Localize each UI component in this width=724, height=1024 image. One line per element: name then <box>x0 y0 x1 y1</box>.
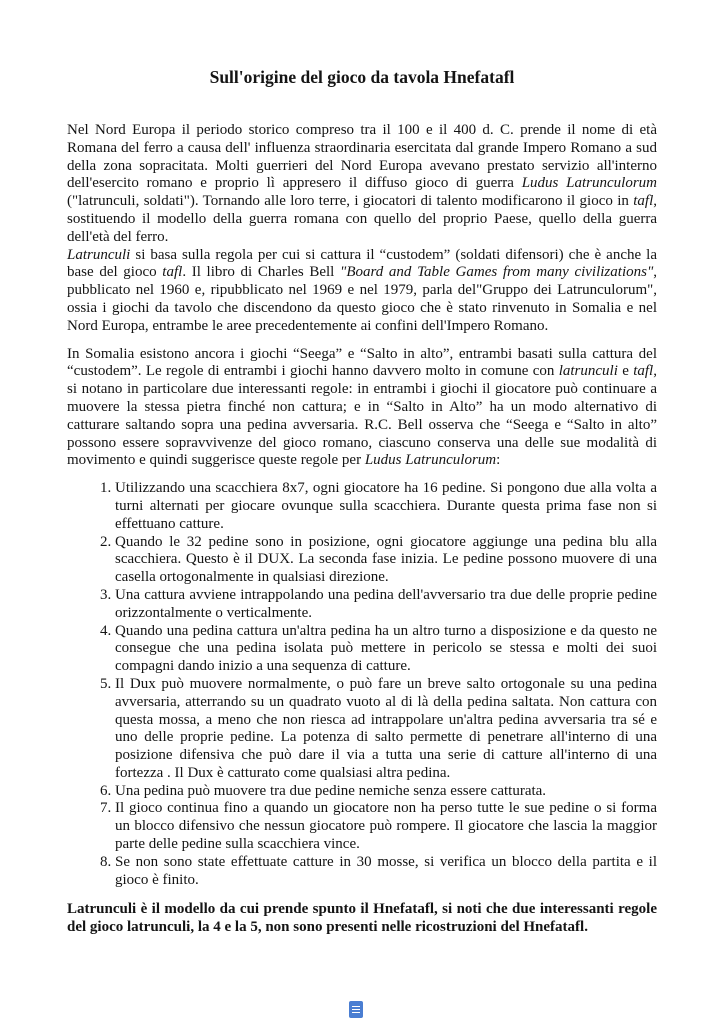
document-content <box>67 0 657 937</box>
paragraph-somalia: In Somalia esistono ancora i giochi “Seega” e “Salto in alto”, entrambi basati sulla cattura del “custodem”. Le regole di entrambi i giochi hanno davvero molto in comune con latrunculi e tafl, si notano in particolare due interessanti regole: in entrambi i giochi il giocatore può continuare a muovere la stessa pietra finché non cattura; e in “Salto in Alto” ha un modo alternativo di catturare saltando sopra una pedina avversaria. R.C. Bell osserva che “Seega e “Salto in alto” possono essere sopravvivenze del gioco romano, ciascuno conserva una delle sue modalità di movimento e quindi suggerisce queste regole per Ludus Latrunculorum: <box>67 345 657 469</box>
list-item-5: 5. Il Dux può muovere normalmente, o può fare un breve salto ortogonale su una pedina avversaria, atterrando su un quadrato vuoto al di là della pedina saltata. Non cattura con questa mossa, a meno che non riesca ad intrappolare un'altra pedina avversaria tra sé e uno delle proprie pedine. La potenza di salto permette di penetrare all'interno di una posizione difensiva che può dare il via a tutta una serie di catture all'interno di una fortezza . Il Dux è catturato come qualsiasi altra pedina. <box>115 676 657 783</box>
list-item-7: 7. Il gioco continua fino a quando un giocatore non ha perso tutte le sue pedine o si forma un blocco difensivo che nessun giocatore può rompere. Il giocatore che lascia la maggior parte delle pedine sulla scacchiera vince. <box>115 800 657 853</box>
closing-paragraph: Latrunculi è il modello da cui prende spunto il Hnefatafl, si noti che due interessanti regole del gioco latrunculi, la 4 e la 5, non sono presenti nelle ricostruzioni del Hnefatafl. <box>67 901 657 936</box>
list-item-8: 8. Se non sono state effettuate catture in 30 mosse, si verifica un blocco della partita e il gioco è finito. <box>115 854 657 890</box>
list-item-2: 2. Quando le 32 pedine sono in posizione, ogni giocatore aggiunge una pedina blu alla scacchiera. Questo è il DUX. La seconda fase inizia. Le pedine possono muovere di una casella ortogonalmente in qualsiasi direzione. <box>115 534 657 587</box>
document-title: Sull'origine del gioco da tavola Hnefatafl <box>209 67 515 87</box>
document-body <box>67 122 657 937</box>
rules-list <box>67 480 657 889</box>
paragraph-intro: Nel Nord Europa il periodo storico compreso tra il 100 e il 400 d. C. prende il nome di età Romana del ferro a causa dell' influenza straordinaria esercitata dal grande Impero Romano a sud della zona sopracitata. Molti guerrieri del Nord Europa avevano prestato servizio all'interno dell'esercito romano e proprio lì appresero il diffuso gioco di guerra Ludus Latrunculorum ("latrunculi, soldati"). Tornando alle loro terre, i giocatori di talento modificarono il gioco in tafl, sostituendo il modello della guerra romana con quello del proprio Paese, quello della guerra dell'età del ferro. <box>67 122 658 245</box>
blue-document-icon[interactable] <box>349 1001 363 1018</box>
list-item-4: 4. Quando una pedina cattura un'altra pedina ha un altro turno a disposizione e da questo ne consegue che una pedina isolata può mettere in pericolo se stessa e molti dei suoi compagni dando inizio a una sequenza di catture. <box>115 623 657 676</box>
list-item-3: 3. Una cattura avviene intrappolando una pedina dell'avversario tra due delle proprie pedine orizzontalmente o verticalmente. <box>115 587 657 623</box>
paragraph-latrunculi: Latrunculi si basa sulla regola per cui si cattura il “custodem” (soldati difensori) che è anche la base del gioco tafl. Il libro di Charles Bell "Board and Table Games from many civilizations", pubblicato nel 1960 e, ripubblicato nel 1969 e nel 1979, parla del"Gruppo dei Latrunculorum", ossia i giochi da tavolo che discendono da questo gioco che è stato rinvenuto in Somalia e nel Nord Europa, entrambe le aree precedentemente ai confini dell'Impero Romano. <box>67 246 657 334</box>
list-item-1: 1. Utilizzando una scacchiera 8x7, ogni giocatore ha 16 pedine. Si pongono due alla volta a turni alternati per giocare ovunque sulla scacchiera. Durante questa prima fase non si effettuano catture. <box>115 480 657 533</box>
list-item-6: 6. Una pedina può muovere tra due pedine nemiche senza essere catturata. <box>115 783 657 801</box>
